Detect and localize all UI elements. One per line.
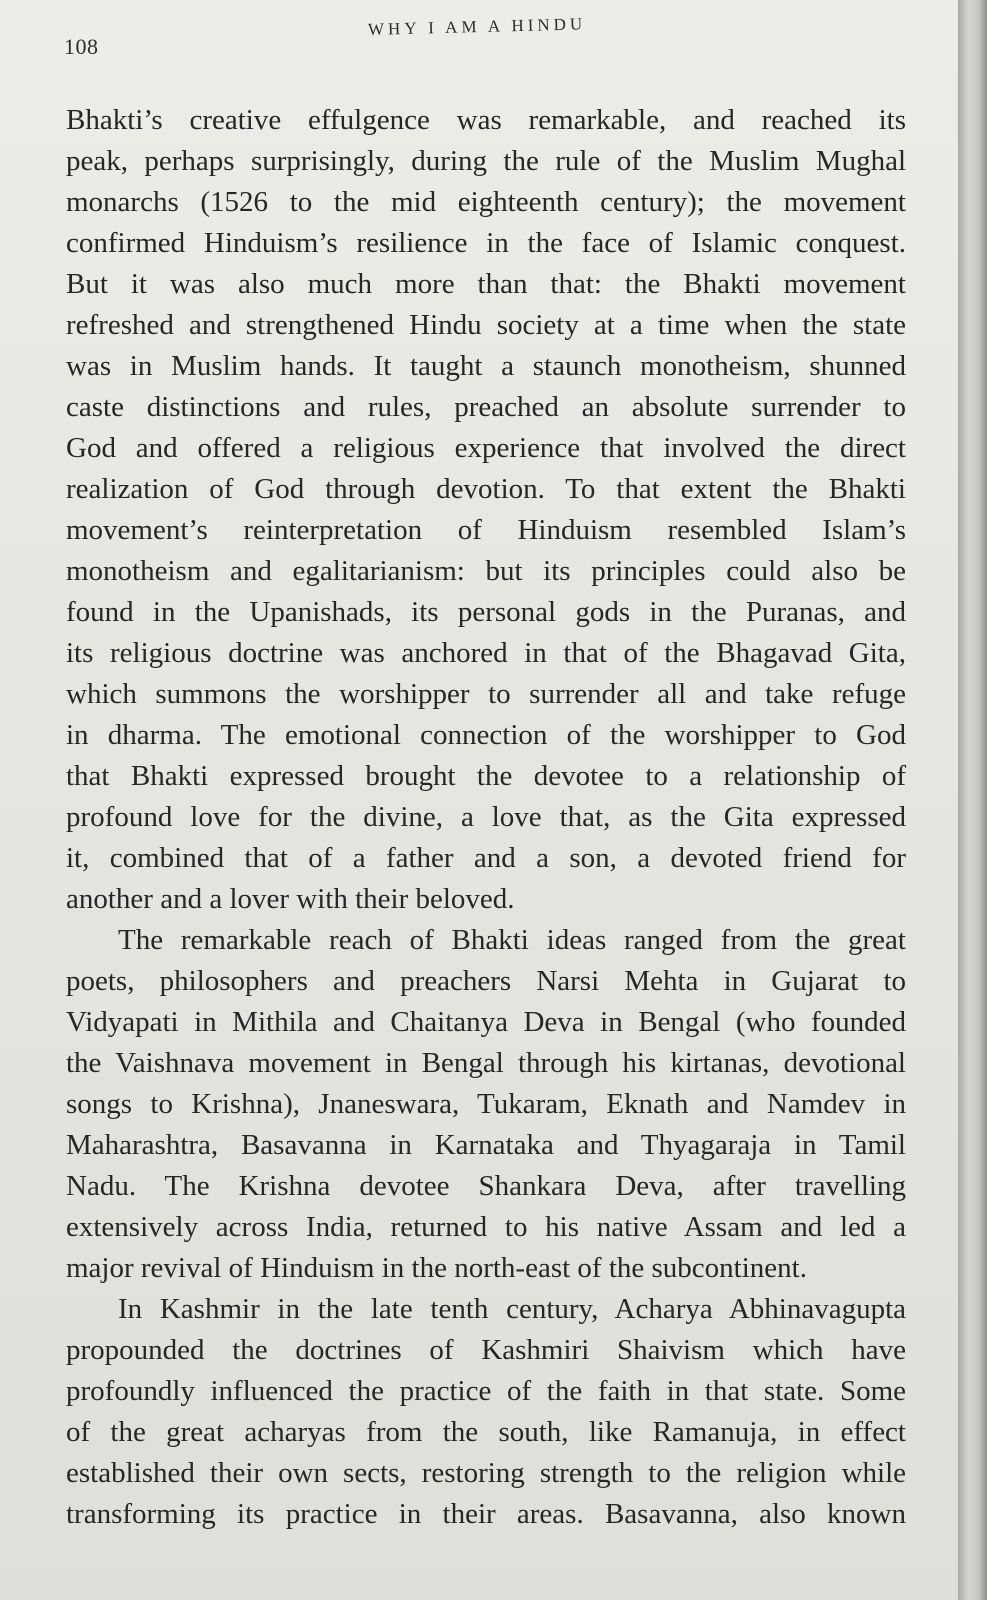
text-line: songs to Krishna), Jnaneswara, Tukaram, Eknath and Namdev in <box>66 1088 906 1120</box>
text-line: Bhakti’s creative effulgence was remarkable, and reached its <box>66 104 906 136</box>
text-line: which summons the worshipper to surrender all and take refuge <box>66 678 906 710</box>
text-line: peak, perhaps surprisingly, during the rule of the Muslim Mughal <box>66 145 906 177</box>
text-line: monotheism and egalitarianism: but its principles could also be <box>66 555 906 587</box>
running-head: WHY I AM A HINDU <box>367 14 587 39</box>
text-line: poets, philosophers and preachers Narsi Mehta in Gujarat to <box>66 965 906 997</box>
text-line: found in the Upanishads, its personal gods in the Puranas, and <box>66 596 906 628</box>
text-line: transforming its practice in their areas. Basavanna, also known <box>66 1498 906 1530</box>
text-line: Maharashtra, Basavanna in Karnataka and Thyagaraja in Tamil <box>66 1129 906 1161</box>
text-line: profound love for the divine, a love that, as the Gita expressed <box>66 801 906 833</box>
text-line: Nadu. The Krishna devotee Shankara Deva, after travelling <box>66 1170 906 1202</box>
text-line: Vidyapati in Mithila and Chaitanya Deva in Bengal (who founded <box>66 1006 906 1038</box>
text-line: established their own sects, restoring strength to the religion while <box>66 1457 906 1489</box>
text-line: God and offered a religious experience that involved the direct <box>66 432 906 464</box>
page-number: 108 <box>64 34 99 59</box>
page-header <box>0 16 958 66</box>
text-line: profoundly influenced the practice of the faith in that state. Some <box>66 1375 906 1407</box>
text-line: it, combined that of a father and a son, a devoted friend for <box>66 842 906 874</box>
text-line: another and a lover with their beloved. <box>66 883 515 915</box>
text-line: that Bhakti expressed brought the devotee to a relationship of <box>66 760 906 792</box>
text-line: the Vaishnava movement in Bengal through his kirtanas, devotional <box>66 1047 906 1079</box>
text-line: confirmed Hinduism’s resilience in the face of Islamic conquest. <box>66 227 906 259</box>
paragraph-3 <box>66 1289 906 1535</box>
text-line: propounded the doctrines of Kashmiri Shaivism which have <box>66 1334 906 1366</box>
text-line: was in Muslim hands. It taught a staunch monotheism, shunned <box>66 350 906 382</box>
paragraph-2 <box>66 920 906 1289</box>
text-line: refreshed and strengthened Hindu society at a time when the state <box>66 309 906 341</box>
text-line: its religious doctrine was anchored in that of the Bhagavad Gita, <box>66 637 906 669</box>
text-line: caste distinctions and rules, preached an absolute surrender to <box>66 391 906 423</box>
text-line: in dharma. The emotional connection of the worshipper to God <box>66 719 906 751</box>
text-line: But it was also much more than that: the Bhakti movement <box>66 268 906 300</box>
body-text <box>66 100 906 1535</box>
text-line: extensively across India, returned to his native Assam and led a <box>66 1211 906 1243</box>
text-line: realization of God through devotion. To that extent the Bhakti <box>66 473 906 505</box>
text-line: monarchs (1526 to the mid eighteenth century); the movement <box>66 186 906 218</box>
text-line: of the great acharyas from the south, like Ramanuja, in effect <box>66 1416 906 1448</box>
text-line: In Kashmir in the late tenth century, Acharya Abhinavagupta <box>118 1293 906 1325</box>
paragraph-1 <box>66 100 906 920</box>
text-line: movement’s reinterpretation of Hinduism resembled Islam’s <box>66 514 906 546</box>
text-line: major revival of Hinduism in the north-east of the subcontinent. <box>66 1252 807 1284</box>
text-line: The remarkable reach of Bhakti ideas ranged from the great <box>118 924 906 956</box>
page-stack-edge <box>958 0 987 1600</box>
